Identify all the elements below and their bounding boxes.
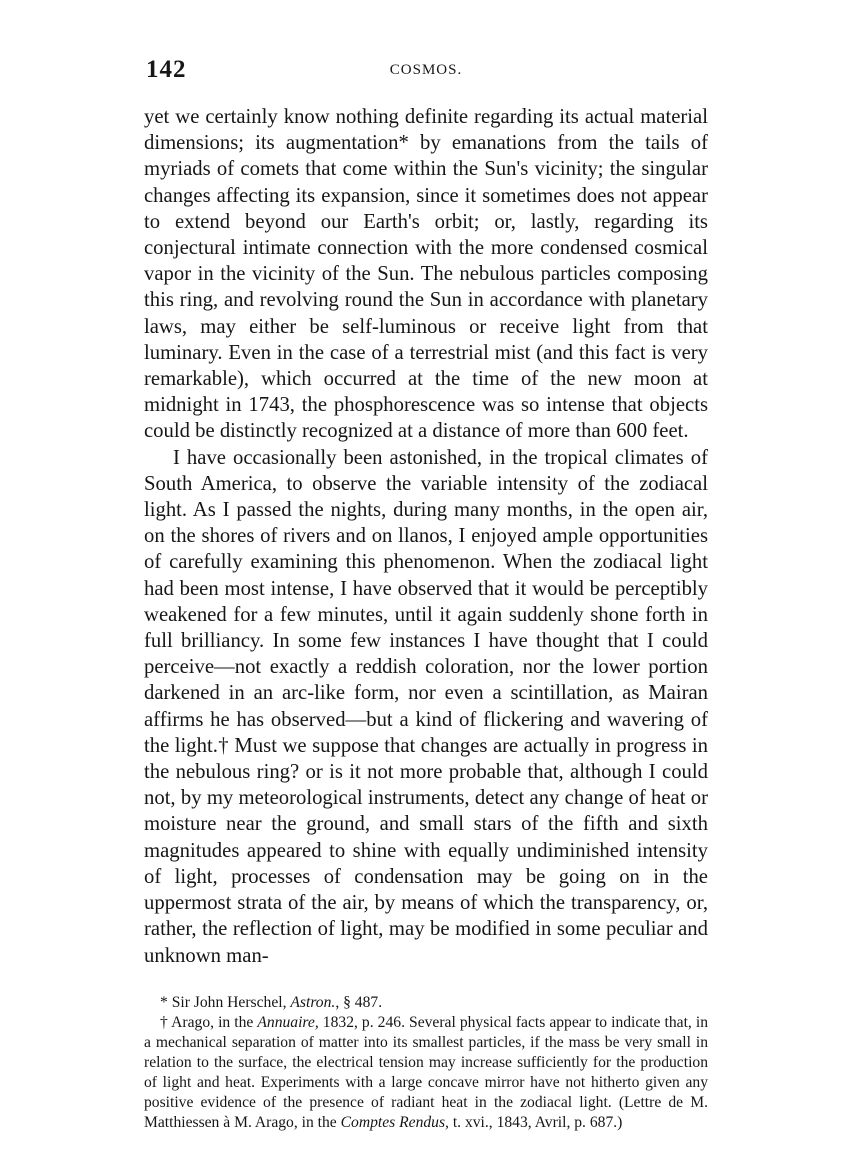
footnote-1 (144, 993, 708, 1013)
footnote-lead: Arago, in the (171, 1013, 254, 1031)
book-page (144, 56, 708, 1133)
running-title: COSMOS. (389, 62, 463, 78)
paragraph-2: I have occasionally been astonished, in the tropical climates of South America, to observe the variable intensity of the zodiacal light. As I passed the nights, during many months, in the open air, on the shores of rivers and on llanos, I enjoyed ample opportunities of carefully examining this phenomenon. When the zodiacal light had been most intense, I have observed that it would be perceptibly weakened for a few minutes, until it again suddenly shone forth in full brilliancy. In some few instances I have thought that I could perceive—not exactly a reddish coloration, nor the lower portion darkened in an arc-like form, nor even a scintillation, as Mairan affirms he has observed—but a kind of flickering and wavering of the light.† Must we suppose that changes are actually in progress in the nebulous ring? or is it not more probable that, although I could not, by my meteorological instruments, detect any change of heat or moisture near the ground, and small stars of the fifth and sixth magnitudes appeared to shine with equally undiminished intensity of light, processes of condensation may be going on in the uppermost strata of the air, by means of which the transparency, or, rather, the reflection of light, may be modified in some peculiar and unknown man- (144, 446, 708, 967)
footnote-2 (144, 1013, 708, 1133)
footnote-mark: * (160, 993, 168, 1011)
footnote-reference: , § 487. (335, 993, 383, 1011)
paragraph-1: yet we certainly know nothing definite regarding its actual material dimensions; its augmentation* by emanations from the tails of myriads of comets that come within the Sun's vicinity; the singular changes affecting its expansion, since it sometimes does not appear to extend beyond our Earth's orbit; or, lastly, regarding its conjectural intimate connection with the more condensed cosmical vapor in the vicinity of the Sun. The nebulous particles composing this ring, and revolving round the Sun in accordance with planetary laws, may either be self-luminous or receive light from that luminary. Even in the case of a terrestrial mist (and this fact is very remarkable), which occurred at the time of the new moon at midnight in 1743, the phosphorescence was so intense that objects could be distinctly recognized at a distance of more than 600 feet. (144, 106, 708, 443)
footnote-body: 1832, p. 246. Several physical facts appear to indicate that, in a mechanical separation of matter into its smallest particles, if the mass be very small in relation to the surface, the electrical tension may increase sufficiently for the production of light and heat. Experiments with a large concave mirror have not hitherto given any positive evidence of the presence of radiant heat in the zodiacal light. (Lettre de M. Matthiessen à M. Arago, in the (144, 1013, 708, 1131)
footnote-citation: t. xvi., 1843, Avril, p. 687.) (452, 1113, 623, 1131)
footnote-journal-title: Comptes Rendus, (340, 1113, 449, 1131)
main-text (144, 104, 708, 969)
running-head (144, 56, 708, 86)
footnote-work-title: Astron. (290, 993, 336, 1011)
footnote-mark: † (160, 1013, 168, 1031)
footnotes (144, 993, 708, 1133)
page-number: 142 (146, 56, 187, 83)
footnote-author: Sir John Herschel, (171, 993, 287, 1011)
footnote-work-title: Annuaire, (257, 1013, 319, 1031)
